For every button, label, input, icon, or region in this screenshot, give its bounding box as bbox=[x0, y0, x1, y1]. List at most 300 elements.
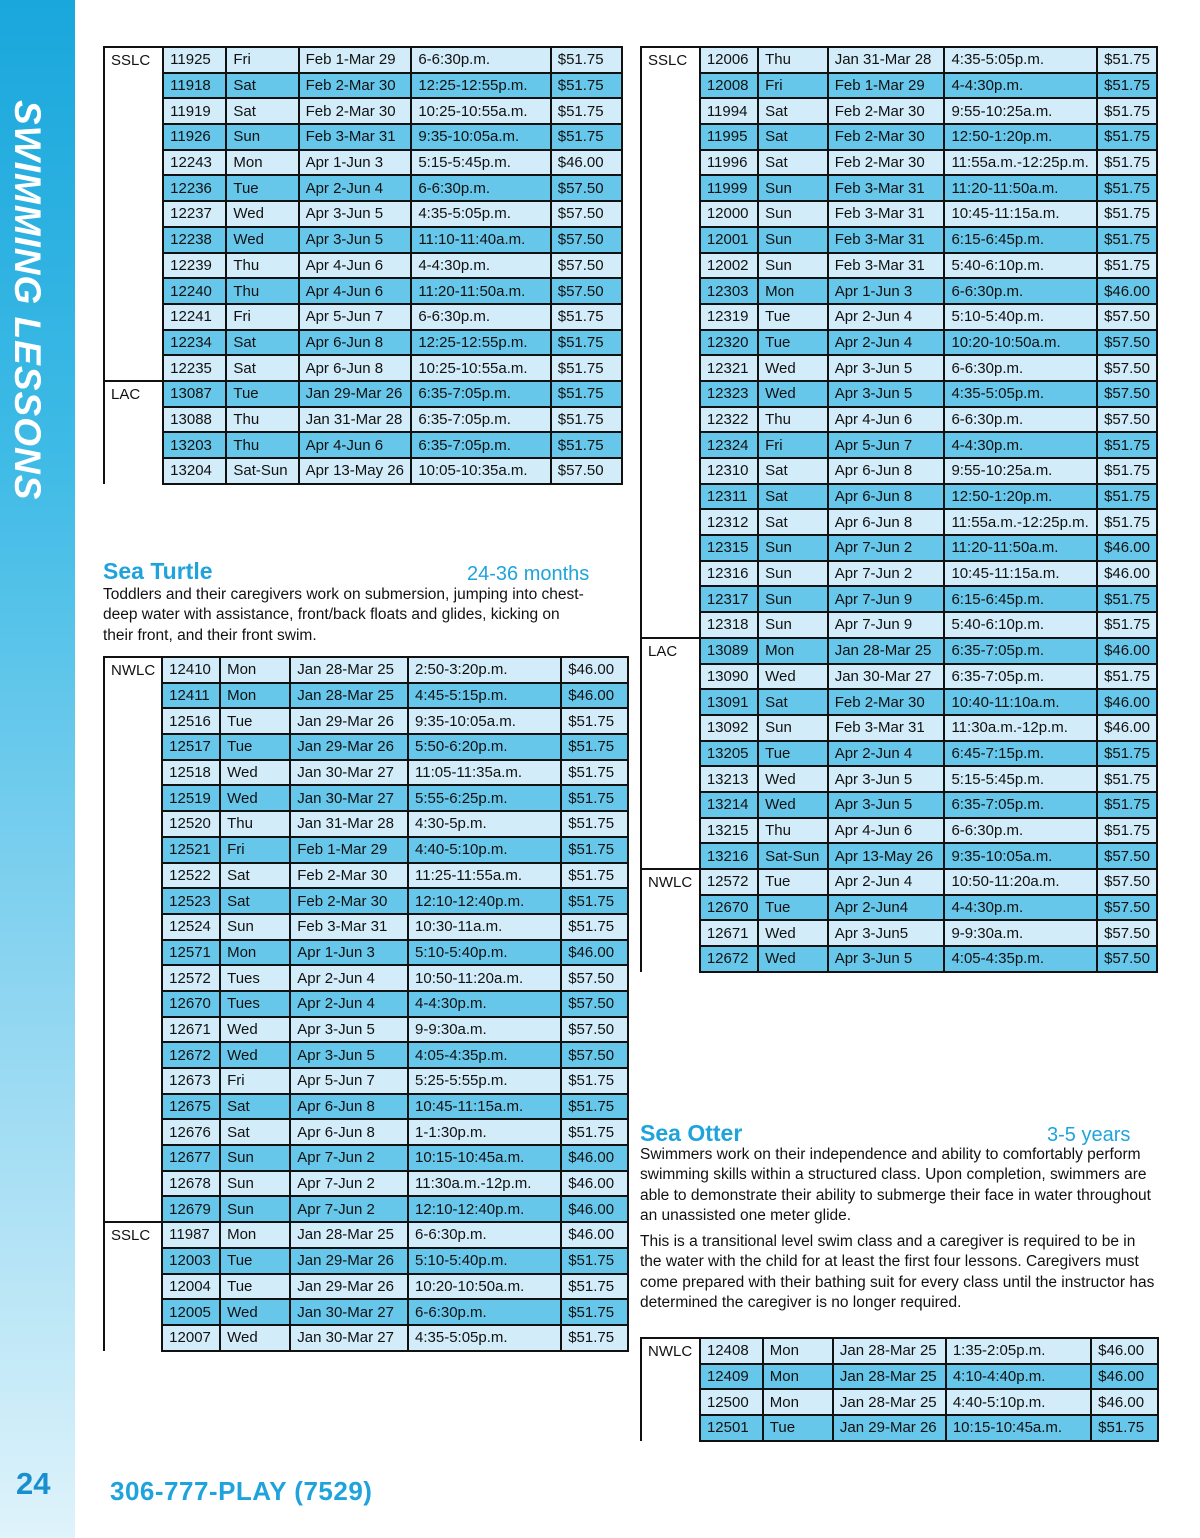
fee-cell: $46.00 bbox=[1091, 1364, 1158, 1390]
day-cell: Sat-Sun bbox=[226, 458, 298, 484]
time-cell: 9:35-10:05a.m. bbox=[408, 708, 561, 734]
fee-cell: $51.75 bbox=[1097, 741, 1157, 767]
class-code-cell: 11925 bbox=[163, 47, 226, 73]
day-cell: Thu bbox=[758, 47, 828, 73]
time-cell: 6:15-6:45p.m. bbox=[944, 227, 1097, 253]
time-cell: 9:55-10:25a.m. bbox=[944, 458, 1097, 484]
fee-cell: $51.75 bbox=[551, 355, 622, 381]
table-row bbox=[104, 304, 622, 330]
table-row bbox=[104, 1274, 628, 1300]
table-row bbox=[104, 150, 622, 176]
fee-cell: $51.75 bbox=[551, 330, 622, 356]
time-cell: 9:35-10:05a.m. bbox=[411, 124, 550, 150]
fee-cell: $51.75 bbox=[561, 863, 628, 889]
day-cell: Wed bbox=[226, 227, 298, 253]
location-cell: LAC bbox=[104, 381, 163, 484]
dates-cell: Apr 3-Jun 5 bbox=[828, 766, 945, 792]
class-code-cell: 12678 bbox=[162, 1171, 220, 1197]
fee-cell: $51.75 bbox=[561, 914, 628, 940]
table-row bbox=[641, 124, 1157, 150]
time-cell: 5:10-5:40p.m. bbox=[408, 1248, 561, 1274]
class-code-cell: 13214 bbox=[700, 792, 758, 818]
time-cell: 10:15-10:45a.m. bbox=[408, 1145, 561, 1171]
table-row bbox=[641, 715, 1157, 741]
dates-cell: Jan 28-Mar 25 bbox=[828, 638, 945, 664]
dates-cell: Apr 2-Jun 4 bbox=[828, 869, 945, 895]
day-cell: Tues bbox=[220, 991, 290, 1017]
fee-cell: $57.50 bbox=[551, 227, 622, 253]
time-cell: 6-6:30p.m. bbox=[408, 1222, 561, 1248]
dates-cell: Apr 3-Jun5 bbox=[828, 920, 945, 946]
fee-cell: $57.50 bbox=[1097, 330, 1157, 356]
dates-cell: Apr 7-Jun 2 bbox=[828, 561, 945, 587]
time-cell: 4:05-4:35p.m. bbox=[944, 946, 1097, 972]
dates-cell: Apr 2-Jun4 bbox=[828, 895, 945, 921]
dates-cell: Feb 2-Mar 30 bbox=[828, 124, 945, 150]
table-row bbox=[104, 355, 622, 381]
table-row bbox=[641, 792, 1157, 818]
table-row bbox=[104, 201, 622, 227]
time-cell: 6-6:30p.m. bbox=[944, 818, 1097, 844]
fee-cell: $51.75 bbox=[1097, 73, 1157, 99]
table-row bbox=[104, 1068, 628, 1094]
time-cell: 11:30a.m.-12p.m. bbox=[944, 715, 1097, 741]
table-row bbox=[104, 1299, 628, 1325]
fee-cell: $51.75 bbox=[551, 407, 622, 433]
class-code-cell: 12672 bbox=[162, 1042, 220, 1068]
class-code-cell: 12319 bbox=[700, 304, 758, 330]
time-cell: 5:40-6:10p.m. bbox=[944, 253, 1097, 279]
fee-cell: $57.50 bbox=[1097, 895, 1157, 921]
day-cell: Mon bbox=[220, 940, 290, 966]
table-row bbox=[641, 535, 1157, 561]
fee-cell: $57.50 bbox=[551, 278, 622, 304]
fee-cell: $57.50 bbox=[551, 201, 622, 227]
class-code-cell: 12243 bbox=[163, 150, 226, 176]
class-code-cell: 13090 bbox=[700, 664, 758, 690]
time-cell: 9-9:30a.m. bbox=[944, 920, 1097, 946]
dates-cell: Apr 4-Jun 6 bbox=[828, 407, 945, 433]
class-code-cell: 11919 bbox=[163, 98, 226, 124]
time-cell: 11:25-11:55a.m. bbox=[408, 863, 561, 889]
day-cell: Mon bbox=[220, 1222, 290, 1248]
dates-cell: Jan 29-Mar 26 bbox=[299, 381, 412, 407]
day-cell: Wed bbox=[758, 381, 828, 407]
day-cell: Sat bbox=[758, 458, 828, 484]
dates-cell: Jan 28-Mar 25 bbox=[290, 657, 408, 683]
time-cell: 1:35-2:05p.m. bbox=[946, 1338, 1091, 1364]
day-cell: Tue bbox=[758, 869, 828, 895]
time-cell: 4-4:30p.m. bbox=[944, 432, 1097, 458]
side-title: SWIMMING LESSONS bbox=[7, 100, 48, 501]
dates-cell: Feb 2-Mar 30 bbox=[290, 863, 408, 889]
fee-cell: $51.75 bbox=[551, 381, 622, 407]
fee-cell: $51.75 bbox=[561, 760, 628, 786]
phone-number: 306-777-PLAY (7529) bbox=[110, 1476, 373, 1506]
table-row bbox=[104, 657, 628, 683]
dates-cell: Apr 2-Jun 4 bbox=[828, 741, 945, 767]
dates-cell: Apr 4-Jun 6 bbox=[299, 278, 412, 304]
dates-cell: Jan 28-Mar 25 bbox=[833, 1389, 946, 1415]
time-cell: 5:25-5:55p.m. bbox=[408, 1068, 561, 1094]
day-cell: Fri bbox=[758, 432, 828, 458]
class-code-cell: 12679 bbox=[162, 1196, 220, 1222]
day-cell: Mon bbox=[220, 683, 290, 709]
fee-cell: $51.75 bbox=[1097, 98, 1157, 124]
fee-cell: $57.50 bbox=[561, 991, 628, 1017]
table-row bbox=[104, 432, 622, 458]
dates-cell: Jan 29-Mar 26 bbox=[290, 1248, 408, 1274]
dates-cell: Jan 30-Mar 27 bbox=[290, 1325, 408, 1351]
class-code-cell: 12240 bbox=[163, 278, 226, 304]
class-code-cell: 12324 bbox=[700, 432, 758, 458]
fee-cell: $57.50 bbox=[551, 175, 622, 201]
fee-cell: $46.00 bbox=[561, 1145, 628, 1171]
time-cell: 4:45-5:15p.m. bbox=[408, 683, 561, 709]
time-cell: 9:35-10:05a.m. bbox=[944, 843, 1097, 869]
table-row bbox=[641, 381, 1157, 407]
table-row bbox=[104, 330, 622, 356]
time-cell: 11:20-11:50a.m. bbox=[944, 535, 1097, 561]
class-code-cell: 12677 bbox=[162, 1145, 220, 1171]
fee-cell: $46.00 bbox=[1097, 638, 1157, 664]
dates-cell: Apr 5-Jun 7 bbox=[290, 1068, 408, 1094]
table-row bbox=[641, 304, 1157, 330]
time-cell: 11:55a.m.-12:25p.m. bbox=[944, 509, 1097, 535]
location-cell: NWLC bbox=[104, 657, 162, 1222]
dates-cell: Feb 3-Mar 31 bbox=[290, 914, 408, 940]
table-row bbox=[104, 760, 628, 786]
table-row bbox=[104, 1145, 628, 1171]
time-cell: 4-4:30p.m. bbox=[411, 253, 550, 279]
location-cell: SSLC bbox=[641, 47, 700, 638]
time-cell: 6-6:30p.m. bbox=[408, 1299, 561, 1325]
time-cell: 12:10-12:40p.m. bbox=[408, 888, 561, 914]
class-code-cell: 12670 bbox=[700, 895, 758, 921]
day-cell: Wed bbox=[220, 760, 290, 786]
table-row bbox=[104, 863, 628, 889]
location-cell: SSLC bbox=[104, 1222, 162, 1350]
dates-cell: Feb 2-Mar 30 bbox=[290, 888, 408, 914]
location-cell: NWLC bbox=[641, 869, 700, 972]
day-cell: Sat bbox=[758, 98, 828, 124]
day-cell: Wed bbox=[220, 1325, 290, 1351]
table-row bbox=[641, 278, 1157, 304]
table-row bbox=[104, 278, 622, 304]
sea-otter-title: Sea Otter bbox=[640, 1120, 743, 1146]
table-row bbox=[641, 355, 1157, 381]
dates-cell: Apr 2-Jun 4 bbox=[290, 965, 408, 991]
fee-cell: $51.75 bbox=[1097, 124, 1157, 150]
table-row bbox=[104, 837, 628, 863]
day-cell: Sat bbox=[220, 1119, 290, 1145]
class-code-cell: 13216 bbox=[700, 843, 758, 869]
day-cell: Fri bbox=[226, 47, 298, 73]
day-cell: Wed bbox=[758, 946, 828, 972]
day-cell: Mon bbox=[763, 1338, 833, 1364]
fee-cell: $51.75 bbox=[1097, 612, 1157, 638]
dates-cell: Jan 28-Mar 25 bbox=[833, 1364, 946, 1390]
dates-cell: Feb 2-Mar 30 bbox=[828, 150, 945, 176]
time-cell: 12:50-1:20p.m. bbox=[944, 484, 1097, 510]
fee-cell: $46.00 bbox=[1091, 1389, 1158, 1415]
fee-cell: $46.00 bbox=[1097, 689, 1157, 715]
day-cell: Wed bbox=[758, 766, 828, 792]
class-code-cell: 12008 bbox=[700, 73, 758, 99]
dates-cell: Apr 4-Jun 6 bbox=[828, 818, 945, 844]
fee-cell: $57.50 bbox=[551, 458, 622, 484]
day-cell: Sat bbox=[220, 888, 290, 914]
time-cell: 4:40-5:10p.m. bbox=[408, 837, 561, 863]
time-cell: 5:10-5:40p.m. bbox=[408, 940, 561, 966]
time-cell: 10:50-11:20a.m. bbox=[408, 965, 561, 991]
dates-cell: Feb 3-Mar 31 bbox=[828, 175, 945, 201]
class-code-cell: 12000 bbox=[700, 201, 758, 227]
time-cell: 6:35-7:05p.m. bbox=[411, 407, 550, 433]
table-row bbox=[641, 458, 1157, 484]
dates-cell: Jan 31-Mar 28 bbox=[290, 811, 408, 837]
sea-turtle-age: 24-36 months bbox=[467, 563, 590, 585]
fee-cell: $51.75 bbox=[551, 73, 622, 99]
day-cell: Wed bbox=[758, 920, 828, 946]
day-cell: Tue bbox=[758, 741, 828, 767]
table-row bbox=[641, 818, 1157, 844]
day-cell: Wed bbox=[758, 355, 828, 381]
table-row bbox=[641, 586, 1157, 612]
fee-cell: $46.00 bbox=[561, 940, 628, 966]
fee-cell: $46.00 bbox=[1097, 535, 1157, 561]
fee-cell: $46.00 bbox=[551, 150, 622, 176]
schedule-table-3 bbox=[640, 46, 1158, 973]
dates-cell: Apr 3-Jun 5 bbox=[290, 1017, 408, 1043]
class-code-cell: 13087 bbox=[163, 381, 226, 407]
time-cell: 10:45-11:15a.m. bbox=[944, 201, 1097, 227]
class-code-cell: 13088 bbox=[163, 407, 226, 433]
fee-cell: $57.50 bbox=[1097, 946, 1157, 972]
sea-otter-caregiver-note: This is a transitional level swim class and a caregiver is required to be in the water with the child for at least the first four lessons. Caregivers must come prepared with their bathing suit for every class until the instructor has determined the caregiver is no longer required. bbox=[640, 1233, 1155, 1311]
fee-cell: $51.75 bbox=[551, 47, 622, 73]
class-code-cell: 12501 bbox=[700, 1415, 763, 1441]
table-row bbox=[641, 843, 1157, 869]
time-cell: 10:20-10:50a.m. bbox=[944, 330, 1097, 356]
day-cell: Sat bbox=[758, 124, 828, 150]
class-code-cell: 12234 bbox=[163, 330, 226, 356]
day-cell: Thu bbox=[226, 432, 298, 458]
time-cell: 12:25-12:55p.m. bbox=[411, 330, 550, 356]
class-code-cell: 11987 bbox=[162, 1222, 220, 1248]
class-code-cell: 11999 bbox=[700, 175, 758, 201]
location-cell: NWLC bbox=[641, 1338, 700, 1441]
class-code-cell: 12673 bbox=[162, 1068, 220, 1094]
class-code-cell: 12571 bbox=[162, 940, 220, 966]
table-row bbox=[104, 1017, 628, 1043]
dates-cell: Apr 3-Jun 5 bbox=[828, 946, 945, 972]
time-cell: 10:45-11:15a.m. bbox=[408, 1094, 561, 1120]
dates-cell: Apr 1-Jun 3 bbox=[828, 278, 945, 304]
day-cell: Mon bbox=[758, 638, 828, 664]
table-row bbox=[104, 1119, 628, 1145]
day-cell: Fri bbox=[220, 837, 290, 863]
dates-cell: Feb 3-Mar 31 bbox=[828, 227, 945, 253]
day-cell: Tue bbox=[220, 1274, 290, 1300]
fee-cell: $51.75 bbox=[1097, 201, 1157, 227]
day-cell: Sun bbox=[758, 175, 828, 201]
day-cell: Tue bbox=[220, 1248, 290, 1274]
class-code-cell: 11918 bbox=[163, 73, 226, 99]
fee-cell: $51.75 bbox=[561, 708, 628, 734]
day-cell: Sun bbox=[758, 253, 828, 279]
class-code-cell: 12676 bbox=[162, 1119, 220, 1145]
day-cell: Mon bbox=[220, 657, 290, 683]
table-row bbox=[104, 73, 622, 99]
dates-cell: Apr 5-Jun 7 bbox=[828, 432, 945, 458]
class-code-cell: 12411 bbox=[162, 683, 220, 709]
table-row bbox=[104, 1094, 628, 1120]
time-cell: 4-4:30p.m. bbox=[944, 73, 1097, 99]
time-cell: 12:25-12:55p.m. bbox=[411, 73, 550, 99]
dates-cell: Apr 3-Jun 5 bbox=[828, 792, 945, 818]
day-cell: Thu bbox=[758, 818, 828, 844]
time-cell: 6-6:30p.m. bbox=[411, 304, 550, 330]
day-cell: Fri bbox=[220, 1068, 290, 1094]
fee-cell: $46.00 bbox=[561, 1196, 628, 1222]
fee-cell: $51.75 bbox=[1097, 432, 1157, 458]
fee-cell: $51.75 bbox=[1097, 792, 1157, 818]
class-code-cell: 12317 bbox=[700, 586, 758, 612]
dates-cell: Apr 5-Jun 7 bbox=[299, 304, 412, 330]
fee-cell: $51.75 bbox=[561, 1274, 628, 1300]
fee-cell: $46.00 bbox=[1091, 1338, 1158, 1364]
table-row bbox=[104, 940, 628, 966]
fee-cell: $51.75 bbox=[1097, 818, 1157, 844]
fee-cell: $57.50 bbox=[551, 253, 622, 279]
fee-cell: $51.75 bbox=[1097, 484, 1157, 510]
day-cell: Sat bbox=[226, 73, 298, 99]
day-cell: Mon bbox=[758, 278, 828, 304]
table-row bbox=[104, 175, 622, 201]
class-code-cell: 12518 bbox=[162, 760, 220, 786]
class-code-cell: 12239 bbox=[163, 253, 226, 279]
fee-cell: $46.00 bbox=[561, 1171, 628, 1197]
day-cell: Wed bbox=[220, 785, 290, 811]
day-cell: Tue bbox=[758, 304, 828, 330]
table-row bbox=[641, 689, 1157, 715]
day-cell: Sat bbox=[758, 689, 828, 715]
class-code-cell: 12002 bbox=[700, 253, 758, 279]
dates-cell: Apr 4-Jun 6 bbox=[299, 253, 412, 279]
dates-cell: Jan 28-Mar 25 bbox=[290, 1222, 408, 1248]
table-row bbox=[641, 612, 1157, 638]
table-row bbox=[104, 1325, 628, 1351]
table-row bbox=[104, 1171, 628, 1197]
time-cell: 10:05-10:35a.m. bbox=[411, 458, 550, 484]
class-code-cell: 12524 bbox=[162, 914, 220, 940]
day-cell: Sat bbox=[758, 484, 828, 510]
dates-cell: Apr 7-Jun 9 bbox=[828, 612, 945, 638]
class-code-cell: 12572 bbox=[700, 869, 758, 895]
class-code-cell: 13204 bbox=[163, 458, 226, 484]
dates-cell: Apr 1-Jun 3 bbox=[299, 150, 412, 176]
table-row bbox=[104, 381, 622, 407]
day-cell: Sun bbox=[226, 124, 298, 150]
table-row bbox=[104, 708, 628, 734]
day-cell: Tues bbox=[220, 965, 290, 991]
fee-cell: $46.00 bbox=[561, 657, 628, 683]
dates-cell: Apr 7-Jun 9 bbox=[828, 586, 945, 612]
class-code-cell: 12322 bbox=[700, 407, 758, 433]
time-cell: 9-9:30a.m. bbox=[408, 1017, 561, 1043]
fee-cell: $51.75 bbox=[561, 811, 628, 837]
table-row bbox=[104, 683, 628, 709]
table-row bbox=[641, 895, 1157, 921]
class-code-cell: 12323 bbox=[700, 381, 758, 407]
dates-cell: Jan 29-Mar 26 bbox=[833, 1415, 946, 1441]
day-cell: Mon bbox=[763, 1389, 833, 1415]
day-cell: Tue bbox=[226, 381, 298, 407]
fee-cell: $46.00 bbox=[1097, 561, 1157, 587]
table-row bbox=[641, 175, 1157, 201]
time-cell: 11:05-11:35a.m. bbox=[408, 760, 561, 786]
fee-cell: $51.75 bbox=[1091, 1415, 1158, 1441]
class-code-cell: 12303 bbox=[700, 278, 758, 304]
class-code-cell: 12523 bbox=[162, 888, 220, 914]
dates-cell: Apr 2-Jun 4 bbox=[828, 330, 945, 356]
sidebar-band bbox=[0, 0, 75, 1538]
class-code-cell: 12517 bbox=[162, 734, 220, 760]
fee-cell: $51.75 bbox=[1097, 150, 1157, 176]
fee-cell: $46.00 bbox=[561, 1222, 628, 1248]
dates-cell: Apr 2-Jun 4 bbox=[299, 175, 412, 201]
table-row bbox=[104, 811, 628, 837]
table-row bbox=[641, 561, 1157, 587]
dates-cell: Feb 1-Mar 29 bbox=[828, 73, 945, 99]
dates-cell: Apr 6-Jun 8 bbox=[299, 355, 412, 381]
time-cell: 10:40-11:10a.m. bbox=[944, 689, 1097, 715]
class-code-cell: 12521 bbox=[162, 837, 220, 863]
table-row bbox=[104, 965, 628, 991]
dates-cell: Feb 2-Mar 30 bbox=[828, 98, 945, 124]
dates-cell: Feb 1-Mar 29 bbox=[299, 47, 412, 73]
day-cell: Wed bbox=[220, 1017, 290, 1043]
class-code-cell: 12318 bbox=[700, 612, 758, 638]
dates-cell: Apr 6-Jun 8 bbox=[290, 1094, 408, 1120]
table-row bbox=[641, 946, 1157, 972]
table-row bbox=[641, 227, 1157, 253]
time-cell: 4-4:30p.m. bbox=[944, 895, 1097, 921]
class-code-cell: 12005 bbox=[162, 1299, 220, 1325]
class-code-cell: 12500 bbox=[700, 1389, 763, 1415]
day-cell: Thu bbox=[226, 253, 298, 279]
dates-cell: Apr 3-Jun 5 bbox=[290, 1042, 408, 1068]
table-row bbox=[641, 484, 1157, 510]
day-cell: Tue bbox=[758, 330, 828, 356]
table-row bbox=[641, 432, 1157, 458]
table-row bbox=[104, 1042, 628, 1068]
time-cell: 6-6:30p.m. bbox=[944, 278, 1097, 304]
dates-cell: Apr 3-Jun 5 bbox=[828, 355, 945, 381]
class-code-cell: 12237 bbox=[163, 201, 226, 227]
table-row bbox=[641, 741, 1157, 767]
table-row bbox=[641, 766, 1157, 792]
dates-cell: Apr 7-Jun 2 bbox=[290, 1145, 408, 1171]
dates-cell: Apr 4-Jun 6 bbox=[299, 432, 412, 458]
day-cell: Sun bbox=[758, 561, 828, 587]
dates-cell: Feb 3-Mar 31 bbox=[828, 201, 945, 227]
day-cell: Tue bbox=[220, 708, 290, 734]
table-row bbox=[641, 150, 1157, 176]
time-cell: 4:10-4:40p.m. bbox=[946, 1364, 1091, 1390]
class-code-cell: 12235 bbox=[163, 355, 226, 381]
